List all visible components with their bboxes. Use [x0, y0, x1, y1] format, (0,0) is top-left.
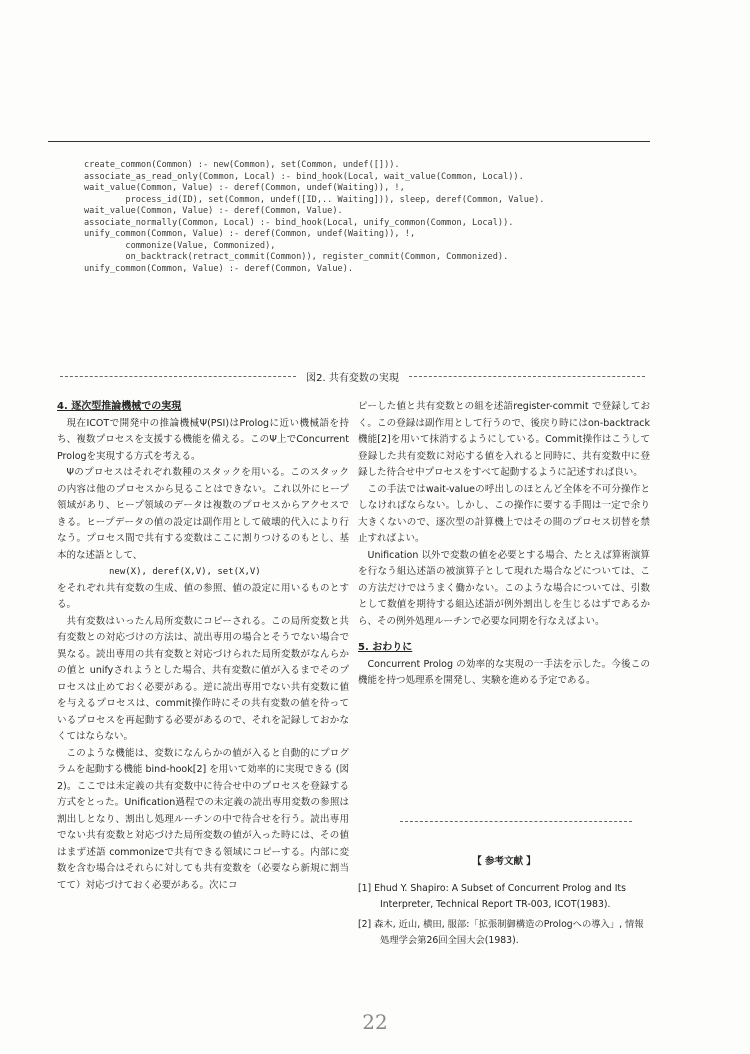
left-column [57, 399, 349, 894]
paragraph: Unification 以外で変数の値を必要とする場合、たとえば算術演算を行なう組込述語の被演算子として現れた場合などについては、この方法だけではうまく働かない。このような場合については、引数として数値を期待する組込述語が例外割出しを生じるはずであるから、その例外処理ルーチンで必要な同期を行なえばよい。 [358, 549, 650, 627]
references-title: 【 参考文献 】 [472, 856, 536, 867]
code-listing [84, 160, 644, 275]
caption-dash-right [409, 376, 645, 377]
code-line: associate_as_read_only(Common, Local) :- bind_hook(Local, wait_value(Common, Local)). [84, 171, 524, 182]
section-4-heading: 4. 逐次型推論機械での実現 [57, 401, 182, 412]
paragraph: をそれぞれ共有変数の生成、値の参照、値の設定に用いるものとする。 [57, 582, 349, 610]
code-line: wait_value(Common, Value) :- deref(Common, Value). [84, 206, 343, 216]
reference-item: [2] 森木, 近山, 横田, 服部:「拡張制御構造のPrologへの導入」, 情報処理学会第26回全国大会(1983). [358, 919, 644, 946]
code-line: unify_common(Common, Value) :- deref(Common, undef(Waiting)), !, [84, 229, 416, 239]
figure-caption-row [60, 368, 645, 384]
code-line: create_common(Common) :- new(Common), set(Common, undef([])). [84, 160, 400, 170]
reference-item: [1] Ehud Y. Shapiro: A Subset of Concurrent Prolog and Its Interpreter, Technical Report TR-003, ICOT(1983). [358, 883, 626, 910]
code-line: wait_value(Common, Value) :- deref(Common, undef(Waiting)), !, [84, 183, 405, 193]
paragraph: ピーした値と共有変数との組を述語register-commit で登録しておく。この登録は副作用として行うので、後戻り時にはon-backtrack機能[2]を用いて抹消するようにしている。Commit操作はこうして登録した共有変数に対応する値を入れると同時に、共有変数中に登録した待合せ中プロセスをすべて起動するように記述すれば良い。 [358, 401, 650, 478]
references-divider [400, 821, 632, 822]
code-line: commonize(Value, Commonized), [84, 240, 276, 251]
code-line: unify_common(Common, Value) :- deref(Common, Value). [84, 263, 354, 274]
code-line: associate_normally(Common, Local) :- bind_hook(Local, unify_common(Common, Local)). [84, 217, 514, 228]
page-number: 22 [362, 1010, 388, 1034]
right-column [358, 399, 650, 690]
code-line: on_backtrack(retract_commit(Common)), register_commit(Common, Commonized). [84, 252, 509, 262]
section-5-heading: 5. おわりに [358, 642, 413, 653]
caption-dash-left [60, 376, 296, 377]
references-list [358, 881, 650, 953]
paragraph: 現在ICOTで開発中の推論機械Ψ(PSI)はPrologに近い機械語を持ち、複数プロセスを支援する機能を備える。このΨ上でConcurrent Prologを実現する方式を考える。 [57, 417, 349, 462]
figure-caption: 図2. 共有変数の実現 [306, 372, 399, 384]
paragraph: Concurrent Prolog の効率的な実現の一手法を示した。今後この機能を持つ処理系を開発し、実験を進める予定である。 [358, 658, 650, 686]
code-line: process_id(ID), set(Common, undef([ID,.. Waiting])), sleep, deref(Common, Value). [84, 194, 545, 205]
paragraph: Ψのプロセスはそれぞれ数種のスタックを用いる。このスタックの内容は他のプロセスから見ることはできない。これ以外にヒープ領域があり、ヒープ領域のデータは複数のプロセスからアクセスできる。ヒープデータの値の設定は副作用として破壊的代入により行なう。プロセス間で共有する変数はここに割りつけるのもとし、基本的な述語として、 [57, 467, 349, 561]
formula: new(X), deref(X,V), set(X,V) [109, 567, 261, 577]
spacer [358, 630, 650, 640]
top-rule [48, 141, 650, 142]
paragraph: この手法ではwait-valueの呼出しのほとんど全体を不可分操作としなければならない。しかし、この操作に要する手間は一定で余り大きくないので、逐次型の計算機上ではその間のプロセス切替を禁止すればよい。 [358, 483, 650, 544]
paragraph: このような機能は、変数になんらかの値が入ると自動的にプログラムを起動する機能 bind-hook[2] を用いて効率的に実現できる (図2)。ここでは未定義の共有変数中に待合せ中のプロセスを登録する方式をとった。Unification過程での未定義の読出専用変数の参照は割出しとなり、割出し処理ルーチンの中で待合せを行う。読出専用でない共有変数と対応づけた局所変数の値が入った時には、その値はまず述語 commonizeで共有できる領域にコピーする。内部に変数を含む場合はそれらに対しても共有変数を（必要なら新規に割当てて）対応づけておく必要がある。次にコ [57, 747, 349, 891]
paragraph: 共有変数はいったん局所変数にコピーされる。この局所変数と共有変数との対応づけの方法は、読出専用の場合とそうでない場合で異なる。読出専用の共有変数と対応づけられた局所変数がなんらかの値と unifyされようとした場合、共有変数に値が入るまでそのプロセスは止めておく必要がある。逆に読出専用でない共有変数に値を与えるプロセスは、commit操作時にその共有変数の値を待っているプロセスを再起動する必要があるので、それを記録しておかなくてはならない。 [57, 615, 349, 742]
